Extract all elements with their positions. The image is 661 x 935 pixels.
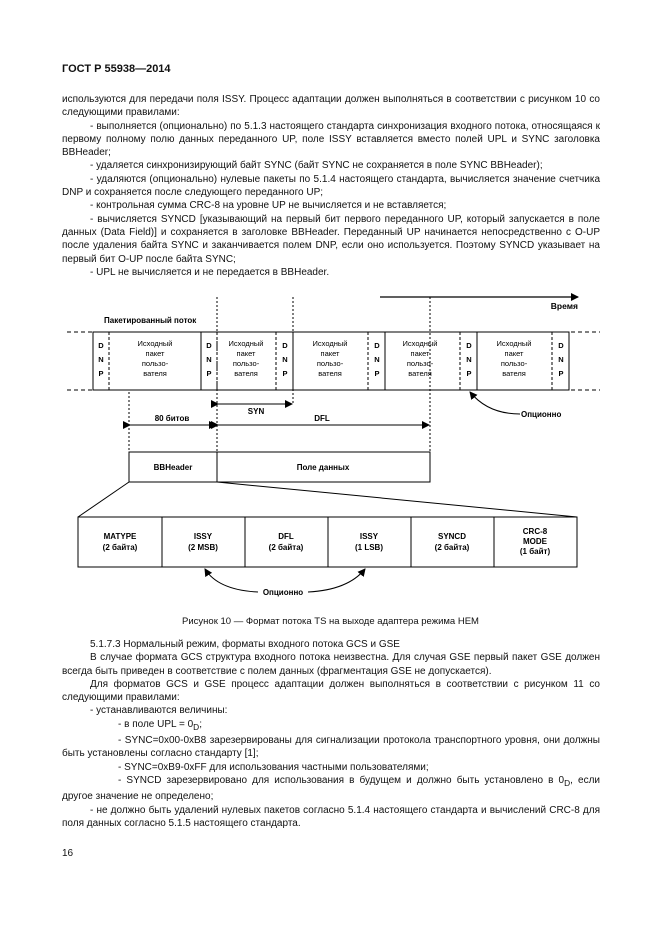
packet-label-line: пользо- — [141, 359, 169, 368]
list-item: - SYNC=0x00-0xB8 зарезервированы для сигнализации протокола транспортного уровня, они должны быть установлены согласно стандарту [1]; — [62, 735, 600, 760]
dnp-letter: D — [466, 341, 472, 350]
field-name-crc8: CRC-8 — [522, 527, 548, 536]
field-name-dfl: DFL — [278, 532, 294, 541]
field-size: (2 байта) — [434, 543, 470, 552]
dnp-letter: P — [98, 369, 104, 378]
packet-label-line: вателя — [143, 369, 167, 378]
packet-label-line: пользо- — [232, 359, 260, 368]
packet-label-line: вателя — [408, 369, 432, 378]
packet-label-line: Исходный — [137, 339, 173, 348]
paragraph: Для форматов GCS и GSE процесс адаптации должен выполняться в соответствии с рисунком 11 со следующими правилами: — [62, 678, 600, 704]
list-item: - устанавливаются величины: — [90, 705, 228, 717]
document-header: ГОСТ Р 55938—2014 — [62, 63, 171, 75]
field-size: (2 байта) — [268, 543, 304, 552]
dnp-letter: N — [98, 355, 104, 364]
packet-label-line: пользо- — [316, 359, 344, 368]
packet-label-line: пакет — [145, 349, 165, 358]
dnp-letter: D — [374, 341, 380, 350]
dnp-letter: P — [206, 369, 212, 378]
paragraph: используются для передачи поля ISSY. Процесс адаптации должен выполняться в соответствии с рисунком 10 со следующими правилами: — [62, 94, 600, 119]
optional-pointer-top — [470, 392, 520, 414]
field-size: (1 байт) — [519, 547, 551, 556]
stream-label: Пакетированный поток — [104, 316, 197, 325]
list-item: - контрольная сумма CRC-8 на уровне UP не вычисляется и не вставляется; — [90, 200, 447, 212]
optional-label-bottom: Опционно — [262, 588, 304, 597]
paragraph: В случае формата GCS структура входного потока неизвестна. Для случая GSE первый пакет GSE должен всегда быть приведен в соответствие с полем данных (фрагментация GSE не допускается). — [62, 652, 600, 677]
packet-label-line: пакет — [320, 349, 340, 358]
dnp-letter: D — [206, 341, 212, 350]
list-item-text: - в поле UPL = 0 — [118, 718, 194, 730]
list-item: - удаляются (опционально) нулевые пакеты по 5.1.4 настоящего стандарта, вычисляется значение счетчика DNP и сохраняется после следующего переданного UP; — [62, 173, 600, 199]
optional-label-top: Опционно — [521, 410, 562, 419]
packet-label-line: вателя — [234, 369, 258, 378]
dnp-letter: P — [466, 369, 472, 378]
packet-label-line: пакет — [410, 349, 430, 358]
dnp-letter: P — [558, 369, 564, 378]
list-item — [62, 774, 600, 804]
list-item: - SYNC=0xB9-0xFF для использования частными пользователями; — [118, 761, 429, 773]
dnp-letter: N — [374, 355, 380, 364]
packet-label-line: вателя — [502, 369, 526, 378]
field-size: (1 LSB) — [355, 543, 383, 552]
dnp-letter: D — [558, 341, 564, 350]
packet-labels — [138, 339, 532, 378]
dnp-letter: P — [282, 369, 288, 378]
list-item: - не должно быть удалений нулевых пакетов согласно 5.1.4 настоящего стандарта и вычислений CRC-8 для поля данных согласно 5.1.5 настоящего стандарта. — [62, 804, 600, 829]
subscript: D — [193, 721, 200, 732]
dfl-arrow-label: DFL — [314, 414, 330, 423]
datafield-label: Поле данных — [296, 463, 350, 472]
field-name-syncd: SYNCD — [437, 532, 467, 541]
list-item-text: , если другое значение не определено; — [62, 774, 600, 803]
time-label: Время — [550, 301, 578, 311]
bottom-text-block — [62, 638, 600, 830]
list-item: - UPL не вычисляется и не передается в BBHeader. — [90, 266, 330, 278]
packet-label-line: Исходный — [402, 339, 438, 348]
list-item-text: ; — [199, 718, 202, 730]
page-number: 16 — [62, 848, 74, 859]
field-name-issy-msb: ISSY — [193, 532, 213, 541]
syn-label: SYN — [247, 407, 265, 416]
dnp-letter: N — [558, 355, 564, 364]
packet-label-line: Исходный — [312, 339, 348, 348]
subscript: D — [564, 777, 571, 788]
section-heading: 5.1.7.3 Нормальный режим, форматы входного потока GCS и GSE — [90, 639, 400, 650]
packet-label-line: вателя — [318, 369, 342, 378]
optional-pointer-left — [205, 569, 258, 592]
optional-pointer-right — [308, 569, 365, 592]
field-name-mode: MODE — [523, 537, 547, 546]
bits80-label: 80 битов — [154, 414, 190, 423]
list-item: - удаляется синхронизирующий байт SYNC (байт SYNC не сохраняется в поле SYNC BBHeader); — [90, 160, 543, 172]
list-item: - выполняется (опционально) по 5.1.3 настоящего стандарта синхронизация входного потока, относящаяся к первому полному полю данных переданного UP, поле ISSY вставляется вместо полей UPL и SYNC заголовка BBHeader; — [62, 120, 600, 159]
list-item — [62, 718, 600, 734]
dnp-letter: N — [466, 355, 472, 364]
field-size: (2 байта) — [102, 543, 138, 552]
dnp-letter: P — [374, 369, 380, 378]
bbheader-label: BBHeader — [153, 463, 193, 472]
packet-label-line: пакет — [236, 349, 256, 358]
packet-label-line: Исходный — [228, 339, 264, 348]
field-name-matype: MATYPE — [103, 532, 137, 541]
list-item-text: - SYNCD зарезервировано для использования в будущем и должно быть установлено в 0 — [118, 774, 565, 786]
dnp-letter: D — [98, 341, 104, 350]
figure-caption: Рисунок 10 — Формат потока TS на выходе адаптера режима HEM — [182, 616, 479, 627]
packet-label-line: пакет — [504, 349, 524, 358]
field-name-issy-lsb: ISSY — [359, 532, 379, 541]
dnp-letter: N — [206, 355, 212, 364]
field-size: (2 MSB) — [188, 543, 218, 552]
dnp-letter: N — [282, 355, 288, 364]
list-item: - вычисляется SYNCD [указывающий на первый бит первого переданного UP, который запускается в поле данных (Data Field)] и сохраняется в заголовке BBHeader. Переданный UP начинается непосредственно с O-UP после удаления байта SYNC и заканчивается полем DNP, если оно используется. Поэтому SYNCD указывает на первый бит O-UP после байта SYNC; — [62, 213, 600, 265]
packet-label-line: Исходный — [496, 339, 532, 348]
packet-label-line: пользо- — [406, 359, 434, 368]
packet-label-line: пользо- — [500, 359, 528, 368]
dnp-letter: D — [282, 341, 288, 350]
